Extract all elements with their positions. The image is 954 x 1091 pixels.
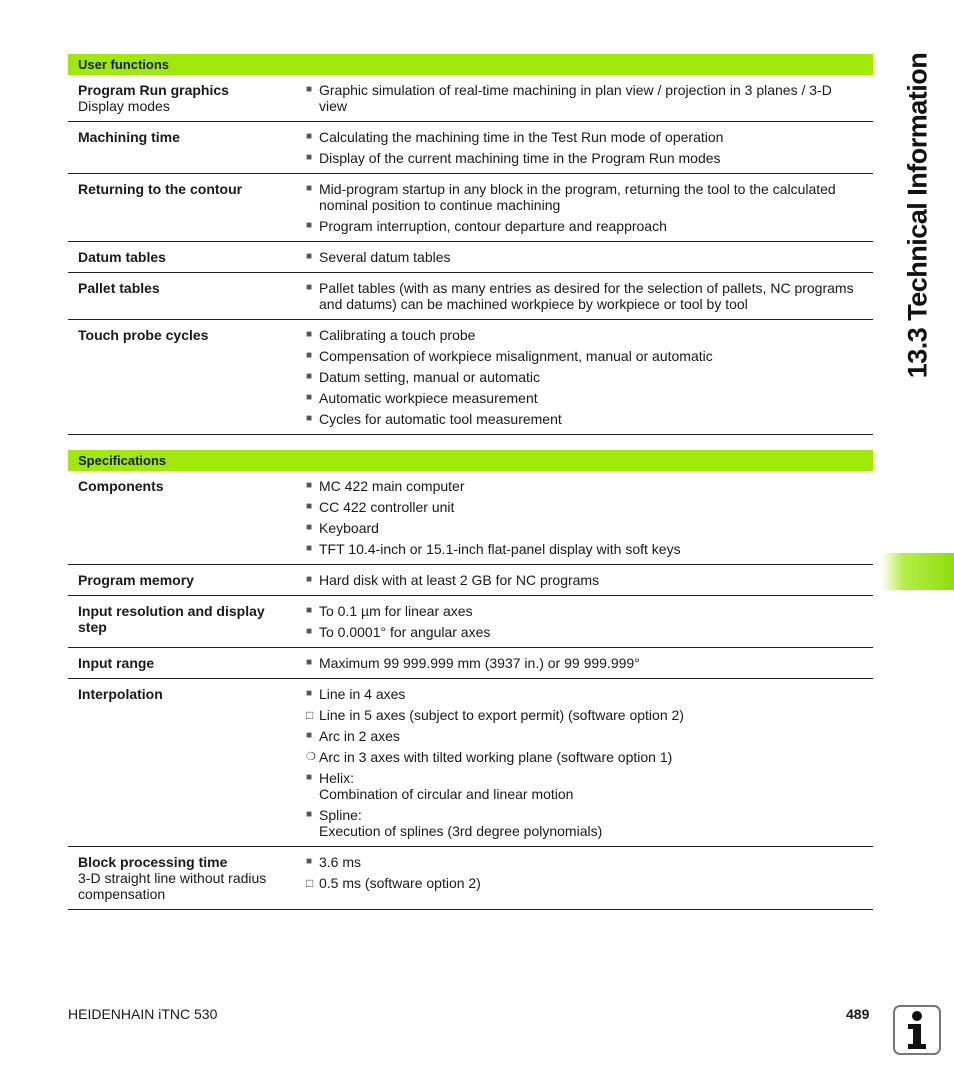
square-bullet-icon: ■ <box>306 772 313 783</box>
list-item-text: Program interruption, contour departure and reapproach <box>319 218 667 234</box>
info-icon <box>893 1005 941 1055</box>
table-row <box>68 75 873 122</box>
list-item <box>306 807 873 839</box>
row-label <box>68 478 306 557</box>
row-title: Touch probe cycles <box>78 327 209 343</box>
list-item-text: Calculating the machining time in the Test Run mode of operation <box>319 129 724 145</box>
list-item-text: Datum setting, manual or automatic <box>319 369 540 385</box>
row-title: Input range <box>78 655 155 671</box>
square-bullet-icon: ■ <box>306 522 313 533</box>
list-item <box>306 499 873 515</box>
list-item <box>306 854 873 870</box>
list-item <box>306 655 873 671</box>
list-item <box>306 181 873 213</box>
square-bullet-icon: ■ <box>306 480 313 491</box>
row-title: Block processing time <box>78 854 228 870</box>
square-bullet-icon: ■ <box>306 688 313 699</box>
row-title: Returning to the contour <box>78 181 243 197</box>
list-item <box>306 603 873 619</box>
row-items <box>306 686 873 839</box>
section-header: Specifications <box>68 450 873 471</box>
square-bullet-icon: ■ <box>306 392 313 403</box>
row-label <box>68 129 306 166</box>
table-row <box>68 122 873 174</box>
square-bullet-icon: ■ <box>306 251 313 262</box>
row-subtitle: 3-D straight line without radius compensation <box>78 870 267 902</box>
square-bullet-icon: ■ <box>306 809 313 820</box>
row-items <box>306 603 873 640</box>
page-number: 489 <box>846 1006 870 1022</box>
row-items <box>306 181 873 234</box>
list-item-text: Cycles for automatic tool measurement <box>319 411 562 427</box>
list-item <box>306 218 873 234</box>
table-row <box>68 242 873 273</box>
list-item <box>306 624 873 640</box>
square-bullet-icon: ■ <box>306 626 313 637</box>
info-glyph <box>902 1010 932 1050</box>
list-item-text: Graphic simulation of real-time machining in plan view / projection in 3 planes / 3-D view <box>319 82 832 114</box>
row-label <box>68 249 306 265</box>
row-items <box>306 82 873 114</box>
list-item <box>306 150 873 166</box>
list-item-text: To 0.0001° for angular axes <box>319 624 491 640</box>
list-item <box>306 129 873 145</box>
list-item-text: Pallet tables (with as many entries as desired for the selection of pallets, NC programs and datums) can be machined workpiece by workpiece or tool by tool <box>319 280 854 312</box>
circle-bullet-icon: ❍ <box>306 751 316 763</box>
row-title: Program memory <box>78 572 194 588</box>
list-item-text: Compensation of workpiece misalignment, manual or automatic <box>319 348 713 364</box>
square-bullet-icon: ■ <box>306 282 313 293</box>
row-label <box>68 280 306 312</box>
row-title: Program Run graphics <box>78 82 229 98</box>
row-label <box>68 603 306 640</box>
list-item <box>306 348 873 364</box>
table-row <box>68 679 873 847</box>
table-row <box>68 565 873 596</box>
chapter-side-title <box>893 50 943 380</box>
list-item <box>306 478 873 494</box>
list-item-text: CC 422 controller unit <box>319 499 455 515</box>
square-bullet-icon: ■ <box>306 84 313 95</box>
square-bullet-icon: ■ <box>306 730 313 741</box>
list-item-text: 3.6 ms <box>319 854 362 870</box>
row-items <box>306 655 873 671</box>
table-row <box>68 648 873 679</box>
list-item <box>306 572 873 588</box>
list-item-text: Line in 4 axes <box>319 686 406 702</box>
square-bullet-icon: ■ <box>306 574 313 585</box>
user-functions-table <box>68 54 873 435</box>
list-item <box>306 411 873 427</box>
row-items <box>306 478 873 557</box>
specifications-table <box>68 450 873 910</box>
square-bullet-icon: ■ <box>306 220 313 231</box>
list-item <box>306 707 873 723</box>
list-item-text: Spline: Execution of splines (3rd degree polynomials) <box>319 807 603 839</box>
square-bullet-icon: ■ <box>306 152 313 163</box>
row-label <box>68 181 306 234</box>
row-title: Datum tables <box>78 249 166 265</box>
square-bullet-icon: ■ <box>306 657 313 668</box>
row-title: Input resolution and display step <box>78 603 265 635</box>
row-label <box>68 686 306 839</box>
row-items <box>306 280 873 312</box>
list-item <box>306 875 873 891</box>
list-item-text: Maximum 99 999.999 mm (3937 in.) or 99 999.999° <box>319 655 640 671</box>
list-item-text: Helix: Combination of circular and linear motion <box>319 770 574 802</box>
row-title: Machining time <box>78 129 180 145</box>
table-row <box>68 471 873 565</box>
table-row <box>68 174 873 242</box>
list-item-text: MC 422 main computer <box>319 478 465 494</box>
list-item-text: Keyboard <box>319 520 379 536</box>
row-label <box>68 327 306 427</box>
list-item <box>306 390 873 406</box>
footer-product-name: HEIDENHAIN iTNC 530 <box>68 1006 218 1022</box>
table-row <box>68 320 873 435</box>
square-bullet-icon: ■ <box>306 350 313 361</box>
list-item-text: TFT 10.4-inch or 15.1-inch flat-panel display with soft keys <box>319 541 681 557</box>
square-bullet-icon: ■ <box>306 131 313 142</box>
row-title: Pallet tables <box>78 280 160 296</box>
square-bullet-icon: ■ <box>306 413 313 424</box>
square-bullet-icon: ■ <box>306 856 313 867</box>
row-subtitle: Display modes <box>78 98 170 114</box>
list-item <box>306 327 873 343</box>
row-label <box>68 572 306 588</box>
list-item <box>306 520 873 536</box>
row-items <box>306 129 873 166</box>
row-items <box>306 249 873 265</box>
hollow-square-bullet-icon: □ <box>306 876 314 890</box>
list-item <box>306 82 873 114</box>
list-item-text: Arc in 2 axes <box>319 728 400 744</box>
list-item-text: Several datum tables <box>319 249 451 265</box>
square-bullet-icon: ■ <box>306 371 313 382</box>
list-item-text: Automatic workpiece measurement <box>319 390 538 406</box>
list-item <box>306 728 873 744</box>
list-item <box>306 369 873 385</box>
row-label <box>68 655 306 671</box>
row-items <box>306 572 873 588</box>
chapter-side-title-text: 13.3 Technical Information <box>902 52 933 378</box>
square-bullet-icon: ■ <box>306 329 313 340</box>
square-bullet-icon: ■ <box>306 543 313 554</box>
list-item <box>306 280 873 312</box>
list-item-text: To 0.1 µm for linear axes <box>319 603 473 619</box>
list-item-text: 0.5 ms (software option 2) <box>319 875 481 891</box>
table-row <box>68 847 873 910</box>
list-item <box>306 686 873 702</box>
list-item-text: Arc in 3 axes with tilted working plane (software option 1) <box>319 749 673 765</box>
table-row <box>68 273 873 320</box>
hollow-square-bullet-icon: □ <box>306 708 314 722</box>
list-item <box>306 749 873 765</box>
square-bullet-icon: ■ <box>306 605 313 616</box>
row-title: Components <box>78 478 164 494</box>
list-item-text: Line in 5 axes (subject to export permit) (software option 2) <box>319 707 684 723</box>
row-items <box>306 854 873 902</box>
row-title: Interpolation <box>78 686 163 702</box>
row-label <box>68 854 306 902</box>
square-bullet-icon: ■ <box>306 501 313 512</box>
list-item <box>306 541 873 557</box>
section-header: User functions <box>68 54 873 75</box>
chapter-tab-marker <box>881 553 954 590</box>
row-items <box>306 327 873 427</box>
list-item <box>306 770 873 802</box>
list-item-text: Mid-program startup in any block in the program, returning the tool to the calculated nominal position to continue machining <box>319 181 836 213</box>
list-item <box>306 249 873 265</box>
list-item-text: Display of the current machining time in the Program Run modes <box>319 150 721 166</box>
list-item-text: Hard disk with at least 2 GB for NC programs <box>319 572 600 588</box>
table-row <box>68 596 873 648</box>
list-item-text: Calibrating a touch probe <box>319 327 476 343</box>
square-bullet-icon: ■ <box>306 183 313 194</box>
row-label <box>68 82 306 114</box>
